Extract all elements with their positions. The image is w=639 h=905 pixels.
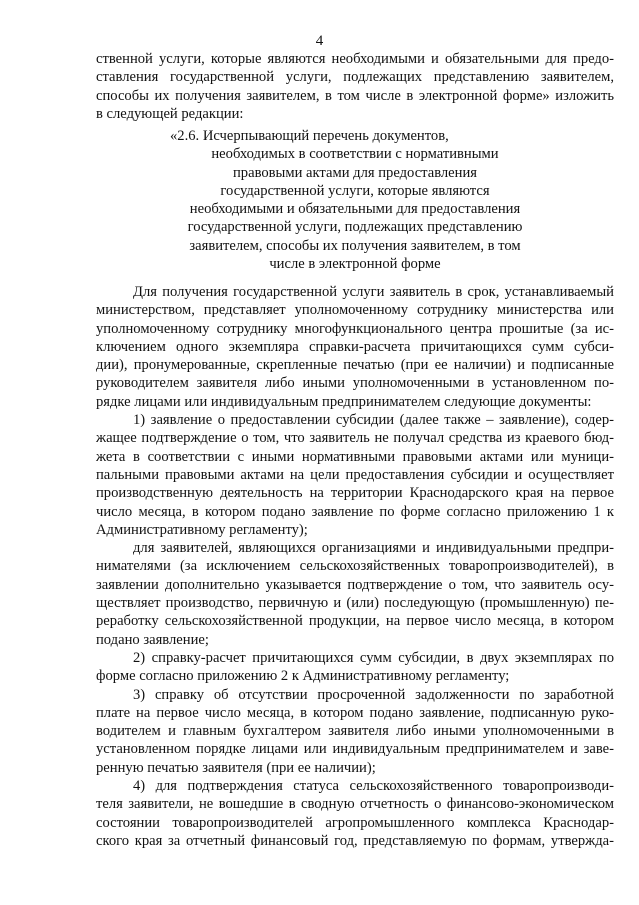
text-line: министерством, представляет уполномоченному сотруднику министерства или xyxy=(96,302,614,319)
text-line: ренную печатью заявителя (при ее наличии); xyxy=(96,759,376,776)
text-line: 2) справку-расчет причитающихся сумм субсидии, в двух экземплярах по xyxy=(133,649,614,666)
text-line: теля заявители, не вошедшие в сводную отчетность о финансово-экономическом xyxy=(96,796,614,813)
text-line: установленном порядке лицами или индивидуальным предпринимателем и заве- xyxy=(96,741,614,758)
text-line: реработку сельскохозяйственной продукции, на первое число месяца, в котором xyxy=(96,613,614,630)
text-line: пальными правовыми актами на цели предоставления субсидии и осуществляет xyxy=(96,466,614,483)
heading-line: правовыми актами для предоставления xyxy=(232,164,477,181)
text-line: руководителем заявителя либо иными уполномоченными в установленном по- xyxy=(96,375,614,392)
text-line: Административному регламенту); xyxy=(96,521,308,538)
heading-line: государственной услуги, подлежащих представлению xyxy=(187,219,523,236)
text-line: число месяца, в котором подано заявление по форме согласно приложению 1 к xyxy=(96,503,614,520)
text-line: ставления государственной услуги, подлежащих представлению заявителем, xyxy=(96,69,614,86)
text-line: уполномоченному сотруднику многофункционального центра прошитые (за ис- xyxy=(96,320,614,337)
text-line: 4) для подтверждения статуса сельскохозяйственного товаропроизводи- xyxy=(133,778,614,795)
text-line: жащее подтверждение о том, что заявитель не получал средства из краевого бюд- xyxy=(96,430,614,447)
text-line: ключением одного экземпляра справки-расчета причитающихся сумм субси- xyxy=(96,338,614,355)
heading-line: необходимыми и обязательными для предоставления xyxy=(189,201,521,218)
text-line: подано заявление; xyxy=(96,631,209,648)
text-line: ществляет производство, первичную и (или) последующую (промышленную) пе- xyxy=(96,595,614,612)
list-item-4 xyxy=(96,777,614,850)
text-line: 3) справку об отсутствии просроченной задолженности по заработной xyxy=(133,686,614,703)
intro-paragraph xyxy=(96,50,614,123)
text-line: заявлении дополнительно указывается подтверждение о том, что заявитель осу- xyxy=(96,576,614,593)
text-line: для заявителей, являющихся организациями и индивидуальными предпри- xyxy=(133,540,614,557)
list-item-3 xyxy=(96,686,614,777)
text-line: жета в соответствии с иными нормативными правовыми актами или муници- xyxy=(96,448,614,465)
text-line: способы их получения заявителем, в том числе в электронной форме» изложить xyxy=(96,87,614,104)
text-line: нимателями (за исключением сельскохозяйственных товаропроизводителей), в xyxy=(96,558,614,575)
text-line: дии), пронумерованные, скрепленные печатью (при ее наличии) и подписанные xyxy=(96,357,614,374)
text-line: ственной услуги, которые являются необходимыми и обязательными для предо- xyxy=(96,51,614,67)
heading-line: числе в электронной форме xyxy=(269,256,441,273)
text-line: 1) заявление о предоставлении субсидии (далее также – заявление), содер- xyxy=(133,412,614,429)
text-line: производственную деятельность на территории Краснодарского края на первое xyxy=(96,485,614,502)
text-line: состоянии товаропроизводителей агропромышленного комплекса Краснодар- xyxy=(96,814,614,831)
heading-line: «2.6. Исчерпывающий перечень документов, xyxy=(170,128,449,144)
list-item-2 xyxy=(96,649,614,686)
heading-line: государственной услуги, которые являются xyxy=(220,182,490,199)
text-line: форме согласно приложению 2 к Административному регламенту; xyxy=(96,668,510,685)
text-line: рядке лицами или индивидуальным предпринимателем следующие документы: xyxy=(96,393,592,410)
body-text xyxy=(96,283,614,850)
text-line: в следующей редакции: xyxy=(96,105,244,122)
text-line: ского края за отчетный финансовый год, представляемую по формам, утвержда- xyxy=(96,832,614,849)
heading-line: заявителем, способы их получения заявителем, в том xyxy=(189,237,521,254)
paragraph xyxy=(96,539,614,649)
section-heading xyxy=(96,127,614,273)
page-number: 4 xyxy=(315,33,324,49)
text-line: Для получения государственной услуги заявитель в срок, устанавливаемый xyxy=(133,284,614,300)
heading-line: необходимых в соответствии с нормативными xyxy=(211,146,499,163)
text-line: плате на первое число месяца, в котором подано заявление, подписанную руко- xyxy=(96,704,614,721)
paragraph xyxy=(96,283,614,411)
list-item-1 xyxy=(96,411,614,539)
text-line: водителем и главным бухгалтером заявителя либо иными уполномоченными в xyxy=(96,723,614,740)
